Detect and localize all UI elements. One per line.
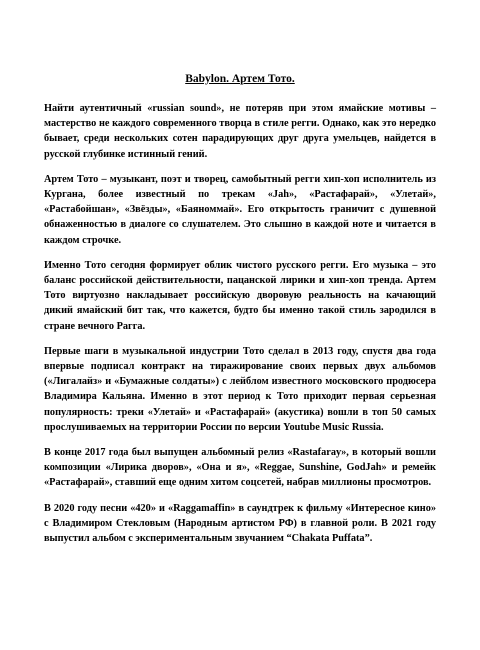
paragraph-2017-release: В конце 2017 года был выпущен альбомный релиз «Rastafaray», в который вошли композиции «Лирика дворов», «Она и я», «Reggae, Sunshine, GodJah» и ремейк «Растафарай», ставший еще одним хитом соцсетей, набрав миллионы просмотров. (44, 447, 436, 489)
paragraph-career-start: Первые шаги в музыкальной индустрии Тото сделал в 2013 году, спустя два года впервые подписал контракт на тиражирование своих первых двух альбомов («Лигалайз» и «Бумажные солдаты») с лейблом известного московского продюсера Владимира Кальяна. Именно в этот период к Тото приходит первая серьезная популярность: треки «Улетай» и «Растафарай» (акустика) вошли в топ 50 самых прослушиваемых на территории России по версии Youtube Music Russia. (44, 345, 436, 433)
document-title: Babylon. Артем Тото. (185, 73, 295, 85)
paragraph-intro: Найти аутентичный «russian sound», не потеряв при этом ямайские мотивы – мастерство не каждого современного творца в стиле регги. Однако, как это нередко бывает, среди нескольких сотен парадирующих друг друга умельцев, найдется в русской глубинке истинный гений. (44, 103, 436, 160)
paragraph-artist-bio: Артем Тото – музыкант, поэт и творец, самобытный регги хип-хоп исполнитель из Кургана, более известный по трекам «Jah», «Растафарай», «Улетай», «Растабойшан», «Звёзды», «Баяноммай». Его открытость граничит с душевной обнаженностью в диалоге со слушателем. Это слышно в каждой ноте и читается в каждом строчке. (44, 173, 436, 246)
paragraph-2020-2021: В 2020 году песни «420» и «Raggamaffin» в саундтрек к фильму «Интересное кино» с Владимиром Стекловым (Народным артистом РФ) в главной роли. В 2021 году выпустил альбом с экспериментальным звучанием “Chakata Puffata”. (44, 502, 436, 545)
paragraph-style: Именно Тото сегодня формирует облик чистого русского регги. Его музыка – это баланс российской действительности, пацанской лирики и хип-хоп тренда. Артем Тото виртуозно накладывает российскую дворовую реальность на качающий дикий ямайский бит так, что кажется, будто бы именно такой стиль зародился в стране вечного Рагга. (44, 259, 436, 332)
